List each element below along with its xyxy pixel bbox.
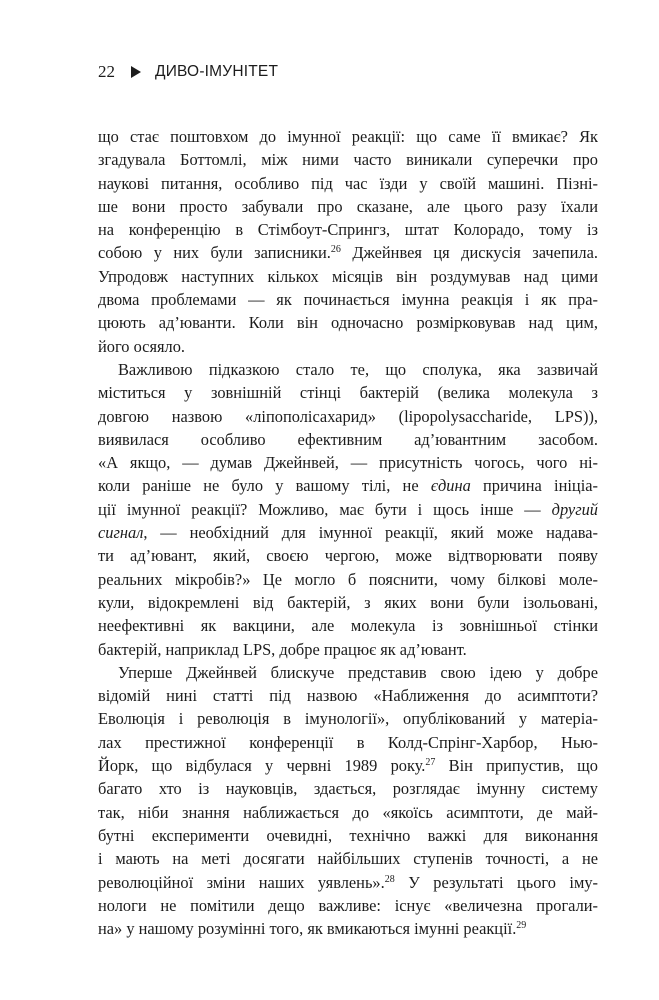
body-text — [98, 125, 598, 940]
text-line: ти ад’ювант, який, своєю чергою, може відтворювати появу — [98, 546, 598, 566]
text-line: бутні експерименти очевидні, технічно важкі для виконання — [98, 825, 598, 845]
text-line: багато хто із науковців, здається, розглядає імунну систему — [98, 779, 598, 799]
paragraph — [98, 358, 598, 661]
text-line: собою у них були записники.$^{26}$ Джейнвея ця дискусія зачепила. — [98, 243, 598, 263]
text-line: лах престижної конференції в Колд-Спрінг-Харбор, Нью- — [98, 732, 598, 752]
footnote-ref: 26 — [330, 244, 341, 256]
text-line: виявилася особливо ефективним ад’ювантним засобом. — [98, 429, 598, 449]
text-line: Еволюція і революція в імунології», опублікований у матеріа- — [98, 709, 598, 729]
emphasis-text: сигнал — [98, 523, 144, 543]
text-line: його осяяло. — [98, 336, 186, 356]
text-line: реальних мікробів?» Це могло б пояснити, чому білкові моле- — [98, 569, 598, 589]
text-line: Упродовж наступних кількох місяців він роздумував над цими — [98, 266, 598, 286]
text-line: Йорк, що відбулася у червні 1989 року.$^{27}$ Він припустив, що — [98, 756, 598, 776]
text-line: згадувала Боттомлі, між ними часто виникали суперечки про — [98, 150, 598, 170]
text-line: на конференцію в Стімбоут-Спрингз, штат Колорадо, тому із — [98, 220, 598, 240]
text-line: неефективні як вакцини, але молекула із зовнішньої стінки — [98, 616, 598, 636]
text-line: Важливою підказкою стало те, що сполука, яка зазвичай — [118, 359, 598, 379]
running-header — [98, 62, 278, 82]
emphasis-text: другий — [551, 499, 598, 519]
emphasis-text: єдина — [430, 476, 471, 496]
text-line: і мають на меті досягати найбільших ступенів точності, а не — [98, 849, 598, 869]
text-line: двома проблемами — як починається імунна реакція і як пра- — [98, 290, 598, 310]
text-line: ше вони просто забували про сказане, але цього разу їхали — [98, 196, 598, 216]
text-line: Уперше Джейнвей блискуче представив свою ідею у добре — [118, 662, 598, 682]
text-line: довгою назвою «ліпополісахарид» (lipopolysaccharide, LPS)), — [98, 406, 598, 426]
footnote-ref: 29 — [516, 920, 527, 932]
text-line: цюють ад’юванти. Коли він одночасно розмірковував над цим, — [98, 313, 598, 333]
text-line: на» у нашому розумінні того, як вмикаються імунні реакції.$^{29}$ — [98, 919, 527, 939]
text-line: що стає поштовхом до імунної реакції: що саме її вмикає? Як — [98, 127, 598, 146]
text-line: нологи не помітили дещо важливе: існує «величезна прогали- — [98, 895, 598, 915]
paragraph — [98, 661, 598, 941]
section-title: ДИВО-ІМУНІТЕТ — [155, 63, 279, 80]
text-line: сигнал, — необхідний для імунної реакції, який може надава- — [98, 523, 598, 543]
page-number: 22 — [98, 62, 115, 81]
text-line: бактерій, наприклад LPS, добре працює як ад’ювант. — [98, 639, 467, 659]
text-line: революційної зміни наших уявлень».$^{28}$ У результаті цього іму- — [98, 872, 598, 892]
text-line: ції імунної реакції? Можливо, має бути і щось інше — другий — [98, 499, 598, 519]
text-line: відомій нині статті під назвою «Наближення до асимптоти? — [98, 686, 598, 706]
text-line: кули, відокремлені від бактерій, з яких вони були ізольовані, — [98, 592, 598, 612]
text-line: так, ніби знання наближається до «якоїсь асимптоти, де май- — [98, 802, 598, 822]
text-line: коли раніше не було у вашому тілі, не єдина причина ініціа- — [98, 476, 598, 496]
triangle-arrow-icon — [131, 66, 141, 78]
text-line: «А якщо, — думав Джейнвей, — присутність чогось, чого ні- — [98, 453, 598, 473]
text-line: міститься у зовнішній стінці бактерій (велика молекула з — [98, 383, 598, 403]
paragraph — [98, 125, 598, 358]
footnote-ref: 27 — [425, 757, 436, 769]
footnote-ref: 28 — [384, 873, 395, 885]
text-line: наукові питання, особливо під час їзди у своїй машині. Пізні- — [98, 173, 598, 193]
